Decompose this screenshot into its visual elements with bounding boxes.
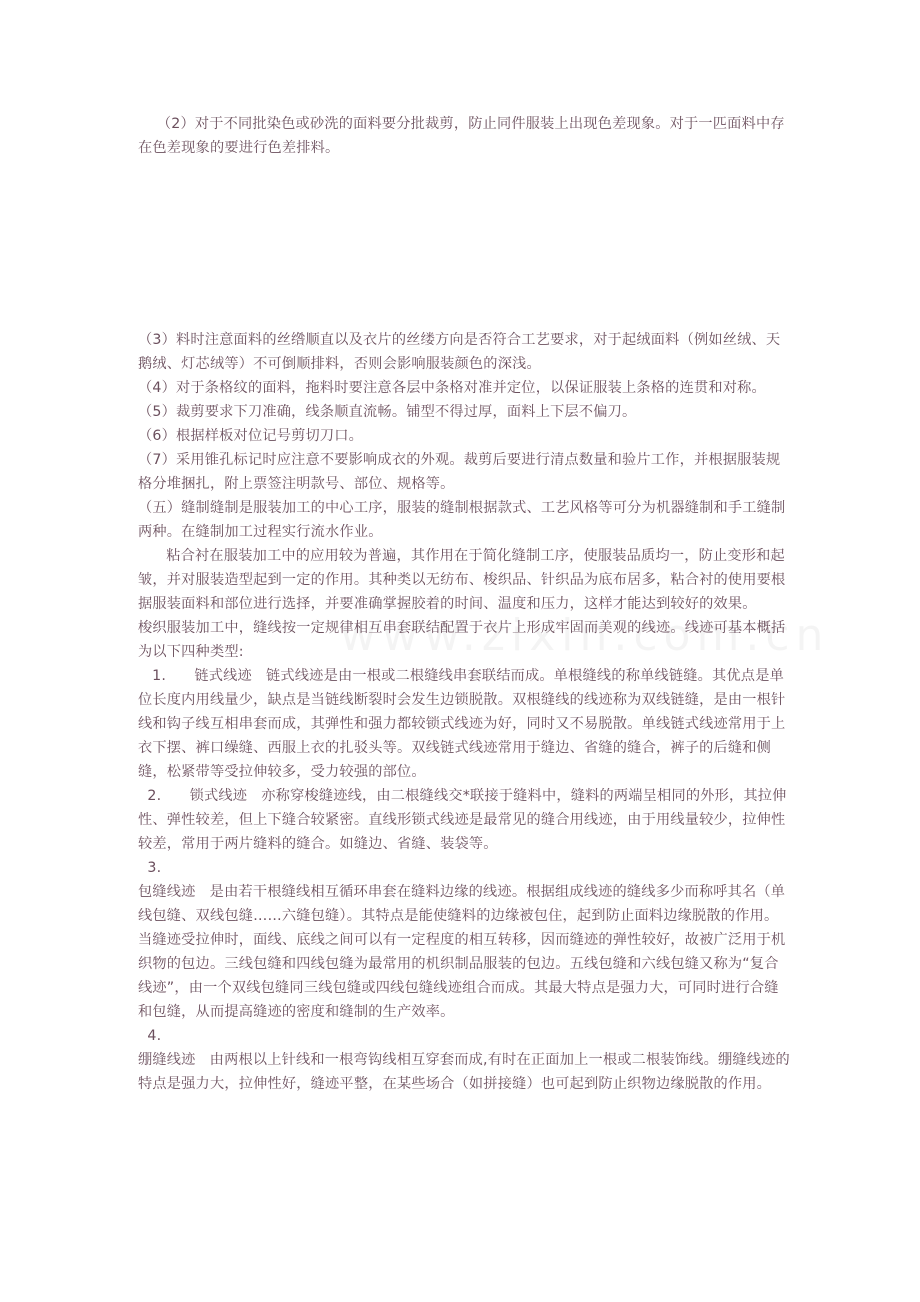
paragraph: （2）对于不同批染色或砂洗的面料要分批裁剪，防止同件服装上出现色差现象。对于一匹面料中存在色差现象的要进行色差排料。	[138, 116, 785, 156]
paragraph: 2. 锁式线迹 亦称穿梭缝迹线，由二根缝线交*联接于缝料中，缝料的两端呈相同的外形，其拉伸性、弹性较差，但上下缝合较紧密。直线形锁式线迹是最常见的缝合用线迹，由于用线量较少，拉伸性较差，常用于两片缝料的缝合。如缝边、省缝、装袋等。	[138, 788, 787, 852]
paragraph-block-top	[138, 112, 790, 160]
paragraph: （4）对于条格纹的面料，拖料时要注意各层中条格对准并定位，以保证服装上条格的连贯和对称。	[138, 380, 766, 396]
paragraph: 绷缝线迹 由两根以上针线和一根弯钩线相互穿套而成,有时在正面加上一根或二根装饰线。绷缝线迹的特点是强力大，拉伸性好，缝迹平整，在某些场合（如拼接缝）也可起到防止织物边缘脱散的作用。	[138, 1052, 790, 1092]
paragraph: （五）缝制缝制是服装加工的中心工序，服装的缝制根据款式、工艺风格等可分为机器缝制和手工缝制两种。在缝制加工过程实行流水作业。	[138, 500, 786, 540]
paragraph: （5）裁剪要求下刀准确，线条顺直流畅。铺型不得过厚，面料上下层不偏刀。	[138, 404, 637, 420]
watermark	[340, 610, 829, 661]
list-number: 3.	[138, 860, 162, 876]
paragraph: （6）根据样板对位记号剪切刀口。	[138, 428, 364, 444]
paragraph-block-main	[138, 328, 795, 1096]
paragraph: 粘合衬在服装加工中的应用较为普遍，其作用在于简化缝制工序，使服装品质均一，防止变形和起皱，并对服装造型起到一定的作用。其种类以无纺布、梭织品、针织品为底布居多，粘合衬的使用要根据服装面料和部位进行选择，并要准确掌握胶着的时间、温度和压力，这样才能达到较好的效果。 梭织服装加工中，缝线按一定规律相互串套联结配置于衣片上形成牢固而美观的线迹。线迹可基本概括为以下四种类型:	[138, 548, 795, 660]
paragraph: 1. 链式线迹 链式线迹是由一根或二根缝线串套联结而成。单根缝线的称单线链缝。其优点是单位长度内用线量少，缺点是当链线断裂时会发生边锁脱散。双根缝线的线迹称为双线链缝，是由一根针线和钩子线互相串套而成，其弹性和强力都较锁式线迹为好，同时又不易脱散。单线链式线迹常用于上衣下摆、裤口缲缝、西服上衣的扎驳头等。双线链式线迹常用于缝边、省缝的缝合，裤子的后缝和侧缝，松紧带等受拉伸较多，受力较强的部位。	[138, 668, 786, 780]
paragraph: （7）采用锥孔标记时应注意不要影响成衣的外观。裁剪后要进行清点数量和验片工作，并根据服装规格分堆捆扎，附上票签注明款号、部位、规格等。	[138, 452, 781, 492]
paragraph: 包缝线迹 是由若干根缝线相互循环串套在缝料边缘的线迹。根据组成线迹的缝线多少而称呼其名（单线包缝、双线包缝……六缝包缝）。其特点是能使缝料的边缘被包住，起到防止面料边缘脱散的作用。当缝迹受拉伸时，面线、底线之间可以有一定程度的相互转移，因而缝迹的弹性较好，故被广泛用于机织物的包边。三线包缝和四线包缝为最常用的机织制品服装的包边。五线包缝和六线包缝又称为“复合线迹”，由一个双线包缝同三线包缝或四线包缝线迹组合而成。其最大特点是强力大，可同时进行合缝和包缝，从而提高缝迹的密度和缝制的生产效率。	[138, 884, 786, 1020]
list-number: 4.	[138, 1028, 162, 1044]
paragraph: （3）料时注意面料的丝绺顺直以及衣片的丝缕方向是否符合工艺要求，对于起绒面料（例如丝绒、天鹅绒、灯芯绒等）不可倒顺排料，否则会影响服装颜色的深浅。	[138, 332, 781, 372]
